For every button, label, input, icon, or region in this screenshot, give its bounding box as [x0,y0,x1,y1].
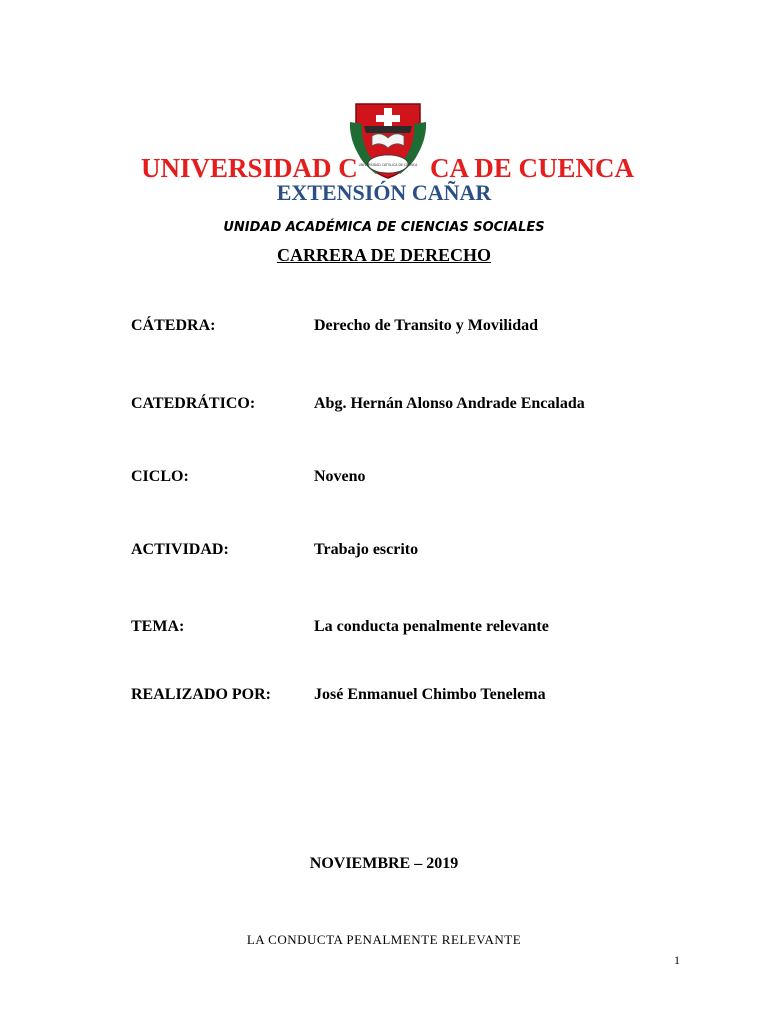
document-date: NOVIEMBRE – 2019 [309,855,459,872]
field-realizado-por [0,683,768,707]
university-name-left: UNIVERSIDAD C [141,153,358,183]
extension-title: EXTENSIÓN CAÑAR [276,180,492,205]
field-actividad [0,538,768,562]
field-value: Trabajo escrito [314,541,419,558]
university-name-right: CA DE CUENCA [430,153,635,183]
field-value: Derecho de Transito y Movilidad [314,317,538,334]
career-title [0,243,768,267]
field-label: CICLO: [131,468,189,485]
field-ciclo [0,465,768,489]
field-catedratico [0,392,768,416]
field-value: Abg. Hernán Alonso Andrade Encalada [314,395,585,412]
section-title: LA CONDUCTA PENALMENTE RELEVANTE [246,932,522,947]
field-value: José Enmanuel Chimbo Tenelema [314,686,546,703]
field-value: La conducta penalmente relevante [314,618,549,635]
academic-unit: UNIDAD ACADÉMICA DE CIENCIAS SOCIALES [223,220,545,235]
career-title-text: CARRERA DE DERECHO [276,245,492,265]
page-number: 1 [674,953,680,967]
field-tema [0,615,768,639]
field-label: TEMA: [131,618,185,635]
field-catedra [0,314,768,338]
field-label: ACTIVIDAD: [131,541,229,558]
svg-text:UNIVERSIDAD CATÓLICA DE CUENCA: UNIVERSIDAD CATÓLICA DE CUENCA [358,163,418,167]
field-label: CATEDRÁTICO: [131,395,256,412]
field-label: REALIZADO POR: [131,686,272,703]
field-value: Noveno [314,468,366,485]
field-label: CÁTEDRA: [131,317,216,334]
